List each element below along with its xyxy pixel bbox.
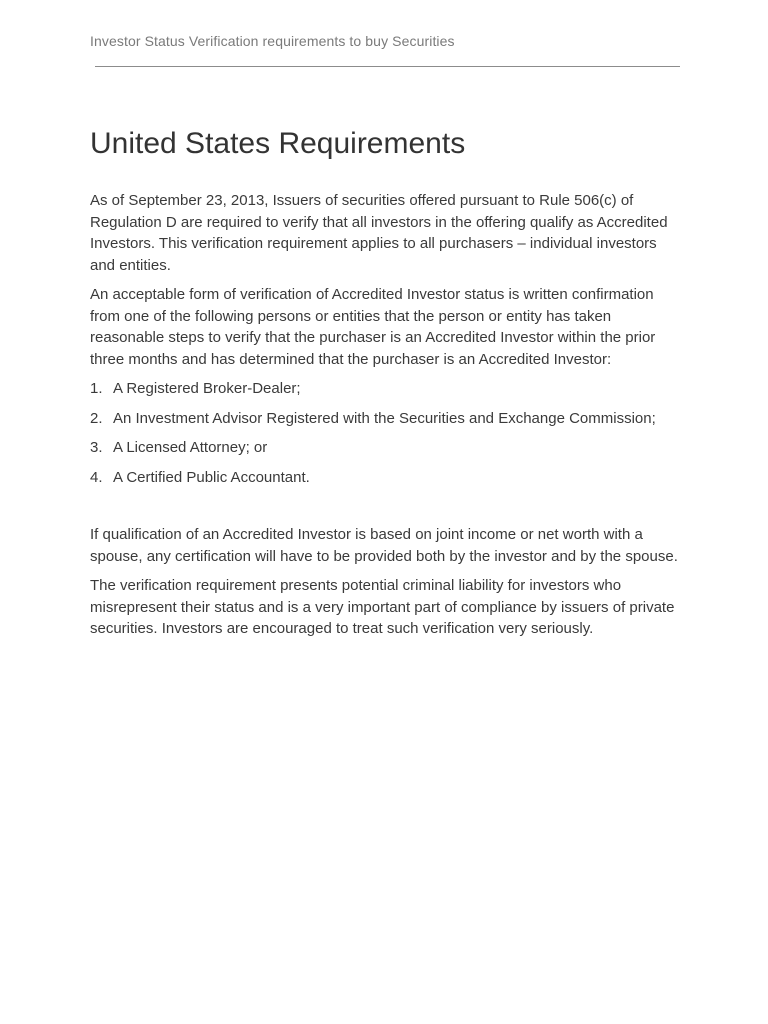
list-item-number: 4.	[90, 468, 103, 486]
header-divider	[95, 66, 680, 67]
document-body	[90, 124, 680, 640]
page-title: United States Requirements	[90, 127, 466, 160]
list-item-text: A Registered Broker-Dealer;	[113, 380, 301, 397]
list-item-number: 1.	[90, 380, 103, 397]
paragraph-verification-requirement: As of September 23, 2013, Issuers of securities offered pursuant to Rule 506(c) of Regulation D are required to verify that all investors in the offering qualify as Accredited Investors. This verification requirement applies to all purchasers – individual investors and entities.	[90, 192, 668, 274]
running-header: Investor Status Verification requirements to buy Securities	[90, 33, 455, 49]
list-item-text: An Investment Advisor Registered with the Securities and Exchange Commission;	[113, 409, 656, 427]
list-item	[90, 408, 680, 430]
paragraph-criminal-liability: The verification requirement presents potential criminal liability for investors who misrepresent their status and is a very important part of compliance by issuers of private securities. Investors are encouraged to treat such verification very seriously.	[90, 577, 675, 637]
list-item-number: 2.	[90, 409, 103, 427]
list-item	[90, 378, 680, 400]
list-item-number: 3.	[90, 439, 103, 456]
paragraph-acceptable-verification: An acceptable form of verification of Accredited Investor status is written confirmation from one of the following persons or entities that the person or entity has taken reasonable steps to verify that the purchaser is an Accredited Investor within the prior three months and has determined that the purchaser is an Accredited Investor:	[90, 286, 656, 368]
list-item-text: A Licensed Attorney; or	[113, 439, 268, 456]
list-item	[90, 467, 680, 489]
list-item	[90, 437, 680, 459]
paragraph-joint-income: If qualification of an Accredited Investor is based on joint income or net worth with a spouse, any certification will have to be provided both by the investor and by the spouse.	[90, 526, 678, 565]
list-item-text: A Certified Public Accountant.	[113, 468, 310, 486]
verifier-list	[90, 378, 680, 488]
